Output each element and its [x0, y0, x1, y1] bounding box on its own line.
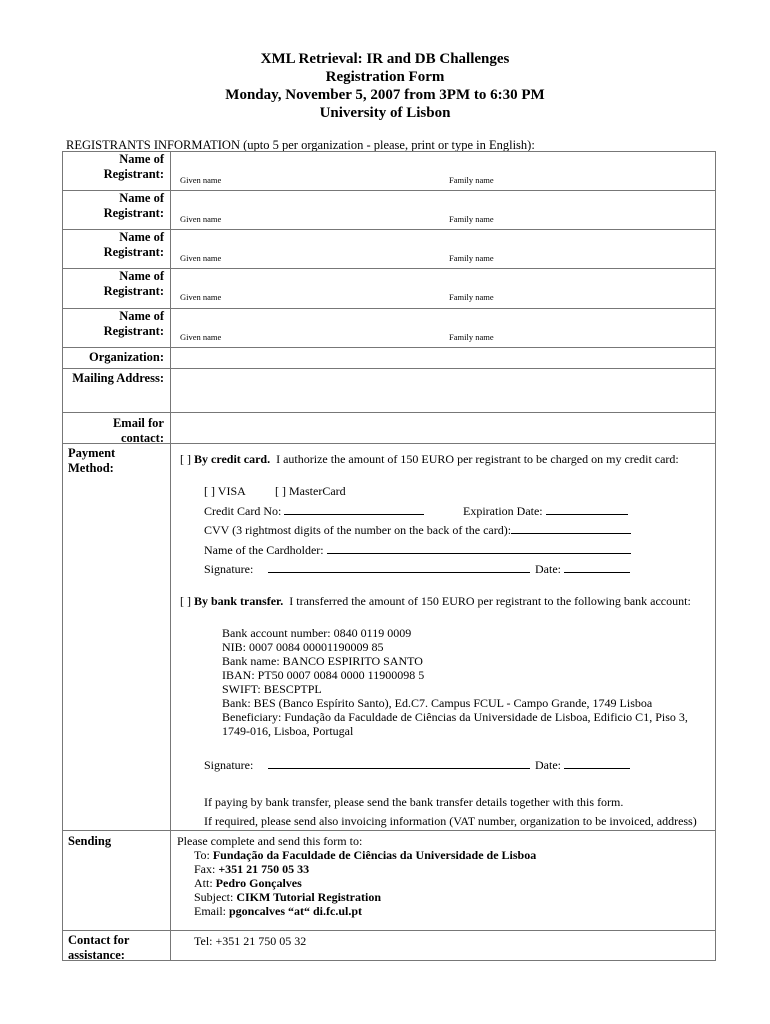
registrant-label: Name of Registrant: — [103, 309, 164, 338]
bank-transfer-note: If paying by bank transfer, please send the bank transfer details together with this form. — [204, 795, 624, 809]
bank-transfer-option[interactable]: [ ] By bank transfer. I transferred the amount of 150 EURO per registrant to the following bank account: — [180, 594, 691, 608]
invoicing-note: If required, please send also invoicing information (VAT number, organization to be invoiced, address) — [204, 814, 697, 828]
date-field[interactable] — [564, 561, 630, 573]
cardholder-field[interactable] — [327, 542, 631, 554]
send-fax: Fax: +351 21 750 05 33 — [194, 862, 310, 876]
registrant-label: Name of Registrant: — [103, 269, 164, 298]
signature-label: Signature: — [204, 758, 254, 772]
cvv-field[interactable] — [511, 522, 631, 534]
date-label: Date: — [535, 758, 561, 772]
signature-field[interactable] — [268, 757, 530, 769]
given-name-field[interactable]: Given name — [180, 253, 222, 263]
cvv-label: CVV (3 rightmost digits of the number on the back of the card): — [204, 523, 512, 537]
given-name-field[interactable]: Given name — [180, 332, 222, 342]
sending-label: Sending — [68, 834, 112, 848]
bank-detail-line: SWIFT: BESCPTPL — [222, 682, 322, 696]
payment-method-label: Payment Method: — [68, 446, 116, 475]
bank-detail-line: Bank account number: 0840 0119 0009 — [222, 626, 412, 640]
family-name-field[interactable]: Family name — [449, 332, 494, 342]
registrant-label: Name of Registrant: — [103, 152, 164, 181]
given-name-field[interactable]: Given name — [180, 214, 222, 224]
bank-detail-line: Beneficiary: Fundação da Faculdade de Ciências da Universidade de Lisboa, Edificio C1, Piso 3, — [222, 710, 688, 724]
event-venue: University of Lisbon — [319, 105, 451, 121]
organization-field[interactable] — [172, 349, 714, 367]
expiration-date-field[interactable] — [546, 503, 628, 515]
credit-card-option[interactable]: [ ] By credit card. I authorize the amount of 150 EURO per registrant to be charged on my credit card: — [180, 452, 679, 466]
bank-detail-line: IBAN: PT50 0007 0084 0000 11900098 5 — [222, 668, 425, 682]
bank-detail-line: 1749-016, Lisboa, Portugal — [222, 724, 354, 738]
bank-detail-line: NIB: 0007 0084 00001190009 85 — [222, 640, 384, 654]
signature-label: Signature: — [204, 562, 254, 576]
registrants-heading: REGISTRANTS INFORMATION (upto 5 per organization - please, print or type in English): — [66, 138, 535, 152]
family-name-field[interactable]: Family name — [449, 175, 494, 185]
given-name-field[interactable]: Given name — [180, 175, 222, 185]
registrant-label: Name of Registrant: — [103, 191, 164, 220]
given-name-field[interactable]: Given name — [180, 292, 222, 302]
contact-tel: Tel: +351 21 750 05 32 — [194, 934, 307, 948]
visa-checkbox[interactable]: [ ] VISA — [204, 484, 246, 498]
credit-card-no-field[interactable] — [284, 503, 424, 515]
credit-card-checkbox[interactable]: [ ] — [180, 452, 191, 466]
bank-detail-line: Bank: BES (Banco Espírito Santo), Ed.C7. Campus FCUL - Campo Grande, 1749 Lisboa — [222, 696, 653, 710]
event-date: Monday, November 5, 2007 from 3PM to 6:30 PM — [225, 87, 545, 103]
cardholder-label: Name of the Cardholder: — [204, 543, 324, 557]
date-field[interactable] — [564, 757, 630, 769]
family-name-field[interactable]: Family name — [449, 253, 494, 263]
date-label: Date: — [535, 562, 561, 576]
email-field[interactable] — [172, 414, 714, 442]
send-att: Att: Pedro Gonçalves — [194, 876, 302, 890]
registrant-label: Name of Registrant: — [103, 230, 164, 259]
email-label: Email for contact: — [112, 416, 164, 445]
signature-field[interactable] — [268, 561, 530, 573]
doc-subtitle: Registration Form — [325, 69, 445, 85]
credit-card-no-label: Credit Card No: — [204, 504, 282, 518]
bank-transfer-checkbox[interactable]: [ ] — [180, 594, 191, 608]
mailing-address-label: Mailing Address: — [72, 371, 164, 385]
family-name-field[interactable]: Family name — [449, 292, 494, 302]
mailing-address-field[interactable] — [172, 370, 714, 411]
send-subject: Subject: CIKM Tutorial Registration — [194, 890, 381, 904]
organization-label: Organization: — [89, 350, 164, 364]
family-name-field[interactable]: Family name — [449, 214, 494, 224]
send-email: Email: pgoncalves “at“ di.fc.ul.pt — [194, 904, 363, 918]
mastercard-checkbox[interactable]: [ ] MasterCard — [275, 484, 346, 498]
send-to: To: Fundação da Faculdade de Ciências da Universidade de Lisboa — [194, 848, 537, 862]
sending-intro: Please complete and send this form to: — [177, 834, 363, 848]
bank-detail-line: Bank name: BANCO ESPIRITO SANTO — [222, 654, 423, 668]
contact-label: Contact for assistance: — [68, 933, 130, 962]
doc-title: XML Retrieval: IR and DB Challenges — [260, 51, 510, 67]
expiration-date-label: Expiration Date: — [463, 504, 543, 518]
column-divider — [170, 151, 171, 961]
